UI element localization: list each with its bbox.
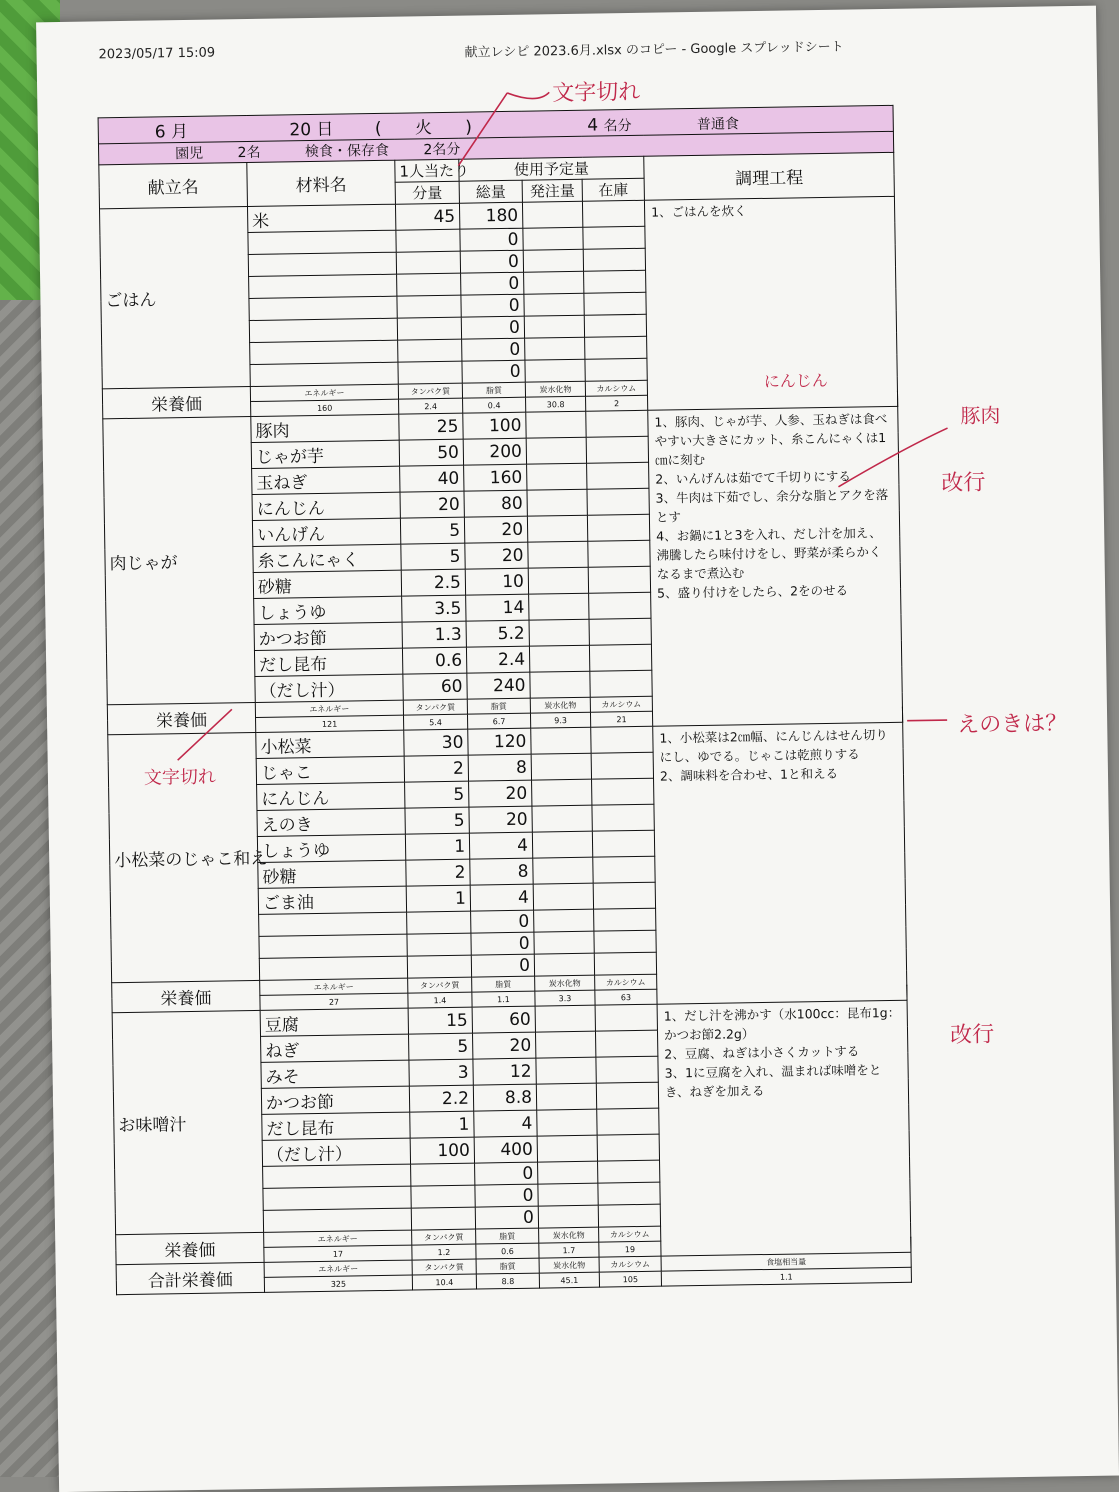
nutrient-header: 脂質 — [467, 698, 530, 714]
nutrient-header: 脂質 — [476, 1228, 539, 1244]
nutrient-header: エネルギー — [264, 1230, 412, 1247]
amount-per-person: 45 — [395, 203, 459, 230]
amount-per-person: 3 — [409, 1059, 473, 1086]
total-amount: 12 — [473, 1058, 536, 1085]
total-nutrient-value: 1.1 — [661, 1267, 911, 1286]
nutrient-header: カルシウム — [585, 380, 647, 396]
process-step: 5、盛り付けをしたら、2をのせる — [657, 580, 894, 603]
amount-per-person: 2 — [404, 755, 468, 782]
amount-per-person: 20 — [400, 491, 464, 518]
printed-sheet — [36, 6, 1119, 1492]
total-amount: 0 — [460, 250, 523, 273]
total-nutrient-header: タンパク質 — [412, 1259, 476, 1275]
children-label: 園児 — [175, 146, 203, 162]
total-amount: 0 — [461, 316, 524, 339]
nutrient-value: 5.4 — [403, 714, 467, 730]
total-amount: 0 — [475, 1162, 538, 1185]
nutrient-value: 0.4 — [463, 397, 526, 413]
total-amount: 160 — [464, 464, 527, 491]
ingredient-name: 小松菜 — [256, 730, 404, 758]
total-nutrient-value: 10.4 — [412, 1274, 476, 1290]
nutrient-header: エネルギー — [255, 700, 403, 717]
day-unit: 日 — [316, 120, 333, 140]
total-amount: 4 — [474, 1110, 537, 1137]
ingredient-name: いんげん — [252, 518, 400, 546]
col-order: 発注量 — [522, 179, 582, 202]
nutrient-value: 9.3 — [530, 712, 590, 728]
dish-name: ごはん — [100, 207, 251, 389]
amount-per-person: 1.3 — [402, 621, 466, 648]
dish-name: 肉じゃが — [103, 417, 255, 705]
nutrient-value: 121 — [256, 715, 404, 732]
nutrient-header: エネルギー — [260, 978, 408, 995]
amount-per-person: 25 — [399, 413, 463, 440]
col-ingredient: 材料名 — [247, 160, 396, 206]
process-step: 2、いんげんは茹でて千切りにする — [655, 466, 892, 489]
ingredient-name: 砂糖 — [253, 570, 401, 598]
col-process: 調理工程 — [644, 152, 895, 200]
total-amount: 120 — [468, 728, 531, 755]
amount-per-person: 0.6 — [402, 647, 466, 674]
annotation-strokes — [36, 6, 1116, 1322]
total-nutrient-header: エネルギー — [264, 1260, 412, 1277]
paren-close: ) — [465, 117, 472, 137]
nutrient-value: 2.4 — [399, 398, 463, 414]
process-step: 3、1に豆腐を入れ、温まれば味噌をとき、ねぎを加える — [664, 1060, 902, 1102]
ingredient-name: えのき — [257, 808, 405, 836]
amount-per-person: 5 — [401, 543, 465, 570]
total-amount: 8 — [468, 754, 531, 781]
col-total: 総量 — [459, 180, 522, 203]
dish-name: お味噌汁 — [112, 1010, 263, 1234]
nutrient-value: 27 — [260, 993, 408, 1010]
amount-per-person: 3.5 — [402, 595, 466, 622]
nutrient-value: 6.7 — [467, 713, 530, 729]
nutrient-value: 1.2 — [412, 1244, 476, 1260]
amount-per-person: 30 — [404, 729, 468, 756]
ingredient-name: しょうゆ — [257, 834, 405, 862]
amount-per-person: 100 — [410, 1137, 474, 1164]
paren-open: ( — [375, 119, 382, 139]
total-amount: 4 — [469, 832, 532, 859]
total-amount: 400 — [474, 1136, 537, 1163]
amount-per-person: 1 — [406, 885, 470, 912]
day: 20 — [289, 120, 311, 140]
col-planned: 使用予定量 — [459, 156, 644, 181]
nutrient-value: 1.7 — [539, 1242, 599, 1258]
total-amount: 20 — [469, 780, 532, 807]
total-nutrient-value: 105 — [599, 1271, 661, 1287]
total-amount: 0 — [462, 360, 525, 383]
total-nutrient-value: 45.1 — [539, 1272, 599, 1288]
total-nutrient-value: 325 — [264, 1275, 412, 1292]
process-step: 1、小松菜は2㎝幅、にんじんはせん切りにし、ゆでる。じゃこは乾煎りする — [659, 725, 897, 767]
total-amount: 100 — [463, 412, 526, 439]
total-amount: 10 — [465, 568, 528, 595]
nutrient-header: 炭水化物 — [535, 975, 595, 991]
process-step: 4、お鍋に1と3を入れ、だし汁を加え、沸騰したら味付けをし、野菜が柔らかくなるまで煮込む — [656, 523, 894, 584]
amount-per-person: 50 — [399, 439, 463, 466]
nutrition-label: 栄養価 — [112, 980, 260, 1012]
nutrition-label: 栄養価 — [102, 387, 250, 419]
nutrient-value: 21 — [590, 711, 652, 727]
annotation-ninjin: にんじん — [764, 368, 828, 392]
nutrient-header: タンパク質 — [408, 977, 472, 993]
process-step: 3、牛肉は下茹でし、余分な脂とアクを落とす — [655, 485, 893, 527]
process-step: 2、調味料を合わせ、1と和える — [660, 763, 897, 786]
nutrient-value: 30.8 — [526, 396, 586, 412]
total-amount: 0 — [461, 294, 524, 317]
col-menu: 献立名 — [99, 163, 248, 209]
total-amount: 20 — [464, 516, 527, 543]
nutrition-label: 栄養価 — [107, 702, 255, 734]
ingredient-name: 砂糖 — [258, 860, 406, 888]
ingredient-name: 豚肉 — [251, 414, 399, 442]
nutrient-value: 17 — [264, 1245, 412, 1262]
diet-type: 普通食 — [697, 116, 739, 133]
ingredient-name: じゃこ — [256, 756, 404, 784]
total-amount: 14 — [466, 594, 529, 621]
annotation-enoki: えのきは？ — [957, 706, 1067, 739]
total-amount: 0 — [475, 1206, 538, 1229]
ingredient-name: じゃが芋 — [251, 440, 399, 468]
ingredient-name: 豆腐 — [260, 1008, 408, 1036]
children-count: 2名 — [237, 145, 260, 161]
total-nutrient-header: 炭水化物 — [539, 1257, 599, 1273]
nutrient-header: タンパク質 — [398, 383, 462, 399]
nutrient-value: 63 — [595, 989, 657, 1005]
nutrient-value: 19 — [599, 1241, 661, 1257]
col-amount: 分量 — [395, 181, 459, 204]
amount-per-person: 40 — [400, 465, 464, 492]
total-nutrient-value: 8.8 — [476, 1273, 539, 1289]
amount-per-person: 2 — [406, 859, 470, 886]
nutrient-value: 2 — [586, 395, 648, 411]
ingredient-name: 米 — [247, 204, 395, 232]
ingredient-name: 糸こんにゃく — [253, 544, 401, 572]
ingredient-name: しょうゆ — [254, 596, 402, 624]
sample-label: 検食・保存食 — [305, 143, 389, 160]
annotation-moji-top: 文字切れ — [552, 75, 640, 107]
nutrient-header: 脂質 — [462, 382, 525, 398]
total-amount: 180 — [459, 202, 522, 229]
total-amount: 20 — [465, 542, 528, 569]
amount-per-person: 60 — [403, 673, 467, 700]
total-nutrient-header: 脂質 — [476, 1258, 539, 1274]
total-amount: 240 — [467, 672, 530, 699]
amount-per-person: 2.5 — [401, 569, 465, 596]
total-amount: 20 — [469, 806, 532, 833]
nutrient-header: カルシウム — [590, 696, 652, 712]
ingredient-name: （だし汁） — [255, 674, 403, 702]
total-amount: 80 — [464, 490, 527, 517]
ingredient-name: だし昆布 — [254, 648, 402, 676]
total-amount: 8 — [470, 858, 533, 885]
ingredient-name: にんじん — [252, 492, 400, 520]
nutrient-header: タンパク質 — [403, 699, 467, 715]
nutrient-value: 1.4 — [408, 992, 472, 1008]
total-amount: 0 — [462, 338, 525, 361]
ingredient-name: 玉ねぎ — [252, 466, 400, 494]
weekday: 火 — [415, 118, 432, 138]
nutrient-value: 3.3 — [535, 990, 595, 1006]
nutrition-label: 栄養価 — [116, 1232, 264, 1264]
total-amount: 5.2 — [466, 620, 529, 647]
annotation-moji-left: 文字切れ — [144, 763, 216, 790]
nutrient-header: エネルギー — [250, 384, 398, 401]
print-timestamp: 2023/05/17 15:09 — [98, 46, 215, 63]
amount-per-person: 5 — [405, 781, 469, 808]
total-nutrient-header: カルシウム — [599, 1256, 661, 1272]
total-amount: 20 — [472, 1032, 535, 1059]
ingredient-name: にんじん — [257, 782, 405, 810]
annotation-kaigyo-1: 改行 — [941, 465, 985, 497]
total-amount: 0 — [461, 272, 524, 295]
total-amount: 0 — [460, 228, 523, 251]
amount-per-person: 5 — [409, 1033, 473, 1060]
amount-per-person: 5 — [405, 807, 469, 834]
nutrient-header: カルシウム — [595, 974, 657, 990]
ingredient-name: かつお節 — [254, 622, 402, 650]
total-amount: 0 — [471, 932, 534, 955]
nutrient-header: 脂質 — [472, 976, 535, 992]
process-step: 2、豆腐、ねぎは小さくカットする — [664, 1041, 901, 1064]
serving-unit: 名分 — [603, 118, 631, 134]
nutrient-value: 0.6 — [476, 1243, 539, 1259]
total-amount: 0 — [471, 954, 534, 977]
total-label: 合計栄養価 — [116, 1262, 264, 1294]
nutrient-header: 炭水化物 — [539, 1227, 599, 1243]
annotation-kaigyo-2: 改行 — [950, 1017, 994, 1049]
ingredient-name: ねぎ — [261, 1034, 409, 1062]
total-amount: 4 — [470, 884, 533, 911]
dish-name: 小松菜のじゃこ和え — [108, 732, 260, 982]
print-title: 献立レシピ 2023.6月.xlsx のコピー - Google スプレッドシート — [464, 36, 843, 61]
nutrient-header: 炭水化物 — [525, 381, 585, 397]
nutrient-header: 炭水化物 — [530, 697, 590, 713]
month-unit: 月 — [171, 122, 188, 142]
col-stock: 在庫 — [582, 178, 644, 201]
annotation-butaniku: 豚肉 — [960, 399, 1000, 429]
total-amount: 200 — [463, 438, 526, 465]
serving-count: 4 — [587, 116, 598, 136]
nutrient-header: カルシウム — [599, 1226, 661, 1242]
total-nutrient-header: 食塩相当量 — [661, 1252, 911, 1271]
amount-per-person: 5 — [400, 517, 464, 544]
amount-per-person: 1 — [405, 833, 469, 860]
total-amount: 60 — [472, 1006, 535, 1033]
col-per-person: 1人当たり — [395, 159, 459, 182]
ingredient-name: ごま油 — [258, 886, 406, 914]
nutrient-value: 160 — [251, 399, 399, 416]
amount-per-person: 15 — [408, 1007, 472, 1034]
ingredient-name: だし昆布 — [262, 1112, 410, 1140]
process-step: 1、だし汁を沸かす（水100cc：昆布1g：かつお節2.2g） — [664, 1003, 902, 1045]
amount-per-person: 1 — [410, 1111, 474, 1138]
nutrient-header: タンパク質 — [412, 1229, 476, 1245]
ingredient-name: かつお節 — [261, 1086, 409, 1114]
total-amount: 2.4 — [466, 646, 529, 673]
ingredient-name: みそ — [261, 1060, 409, 1088]
sample-count: 2名分 — [423, 142, 460, 159]
process-step: 1、ごはんを炊く — [651, 199, 888, 222]
amount-per-person: 2.2 — [409, 1085, 473, 1112]
nutrient-value: 1.1 — [472, 991, 535, 1007]
total-amount: 0 — [471, 910, 534, 933]
total-amount: 8.8 — [473, 1084, 536, 1111]
total-amount: 0 — [475, 1184, 538, 1207]
process-step: 1、豚肉、じゃが芋、人参、玉ねぎは食べやすい大きさにカット、糸こんにゃくは1㎝に刻む — [654, 409, 892, 470]
month: 6 — [155, 122, 166, 142]
ingredient-name: （だし汁） — [262, 1138, 410, 1166]
